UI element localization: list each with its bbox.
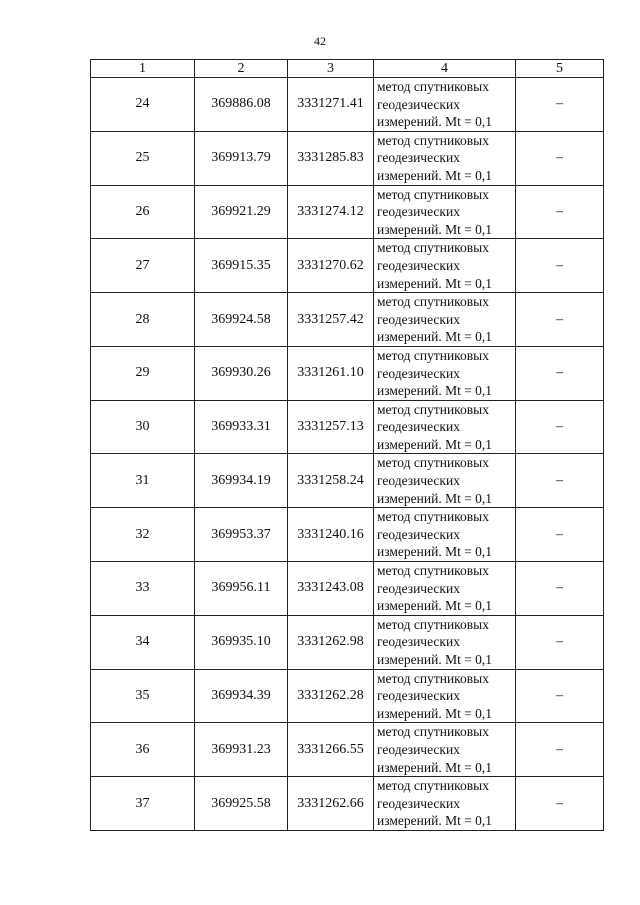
table-row [91,777,604,831]
method-line: геодезических [377,473,460,489]
method-line: геодезических [377,795,460,811]
coordinates-table [90,59,604,831]
method-cell [374,777,516,831]
method-line: геодезических [377,419,460,435]
table-row [91,400,604,454]
method-cell [374,508,516,562]
table-row [91,293,604,347]
x-coordinate-cell: 369930.26 [195,346,288,400]
method-line: метод спутниковых [377,294,489,310]
method-cell [374,293,516,347]
note-cell: – [516,346,604,400]
table-row [91,723,604,777]
note-cell: – [516,723,604,777]
method-line: метод спутниковых [377,778,489,794]
method-cell [374,239,516,293]
x-coordinate-cell: 369934.19 [195,454,288,508]
point-number-cell: 30 [91,400,195,454]
x-coordinate-cell: 369953.37 [195,508,288,562]
point-number-cell: 33 [91,562,195,616]
method-line: измерений. Mt = 0,1 [377,705,493,721]
point-number-cell: 24 [91,78,195,132]
method-cell [374,454,516,508]
method-line: измерений. Mt = 0,1 [377,167,493,183]
method-cell [374,723,516,777]
method-line: измерений. Mt = 0,1 [377,329,493,345]
method-cell [374,185,516,239]
y-coordinate-cell: 3331270.62 [288,239,374,293]
note-cell: – [516,78,604,132]
y-coordinate-cell: 3331240.16 [288,508,374,562]
note-cell: – [516,454,604,508]
table-row [91,185,604,239]
y-coordinate-cell: 3331262.66 [288,777,374,831]
method-line: метод спутниковых [377,240,489,256]
y-coordinate-cell: 3331262.28 [288,669,374,723]
note-cell: – [516,185,604,239]
method-line: метод спутниковых [377,455,489,471]
method-line: метод спутниковых [377,79,489,94]
point-number-cell: 35 [91,669,195,723]
page-number: 42 [314,34,326,48]
point-number-cell: 36 [91,723,195,777]
table-header-row [91,60,604,78]
note-cell: – [516,615,604,669]
y-coordinate-cell: 3331261.10 [288,346,374,400]
point-number-cell: 32 [91,508,195,562]
point-number-cell: 25 [91,131,195,185]
x-coordinate-cell: 369933.31 [195,400,288,454]
x-coordinate-cell: 369934.39 [195,669,288,723]
table-row [91,562,604,616]
method-line: метод спутниковых [377,670,489,686]
note-cell: – [516,777,604,831]
table-row [91,131,604,185]
method-line: геодезических [377,688,460,704]
method-line: геодезических [377,204,460,220]
note-cell: – [516,508,604,562]
method-line: геодезических [377,311,460,327]
y-coordinate-cell: 3331243.08 [288,562,374,616]
method-line: геодезических [377,580,460,596]
method-line: измерений. Mt = 0,1 [377,114,493,130]
method-line: метод спутниковых [377,509,489,525]
note-cell: – [516,131,604,185]
method-cell [374,78,516,132]
method-line: метод спутниковых [377,616,489,632]
method-line: измерений. Mt = 0,1 [377,436,493,452]
y-coordinate-cell: 3331274.12 [288,185,374,239]
method-line: метод спутниковых [377,401,489,417]
method-cell [374,131,516,185]
column-header: 3 [288,60,374,78]
note-cell: – [516,400,604,454]
point-number-cell: 27 [91,239,195,293]
table-row [91,508,604,562]
point-number-cell: 34 [91,615,195,669]
method-line: измерений. Mt = 0,1 [377,275,493,291]
method-line: измерений. Mt = 0,1 [377,544,493,560]
method-line: метод спутниковых [377,132,489,148]
x-coordinate-cell: 369921.29 [195,185,288,239]
method-line: геодезических [377,526,460,542]
method-cell [374,400,516,454]
method-line: метод спутниковых [377,724,489,740]
x-coordinate-cell: 369931.23 [195,723,288,777]
table-row [91,454,604,508]
point-number-cell: 37 [91,777,195,831]
method-line: измерений. Mt = 0,1 [377,383,493,399]
x-coordinate-cell: 369913.79 [195,131,288,185]
method-line: геодезических [377,365,460,381]
method-line: геодезических [377,150,460,166]
y-coordinate-cell: 3331258.24 [288,454,374,508]
table-row [91,669,604,723]
method-line: метод спутниковых [377,186,489,202]
table-row [91,346,604,400]
method-line: измерений. Mt = 0,1 [377,759,493,775]
y-coordinate-cell: 3331266.55 [288,723,374,777]
x-coordinate-cell: 369925.58 [195,777,288,831]
point-number-cell: 31 [91,454,195,508]
method-line: измерений. Mt = 0,1 [377,813,493,829]
method-cell [374,562,516,616]
x-coordinate-cell: 369924.58 [195,293,288,347]
y-coordinate-cell: 3331285.83 [288,131,374,185]
column-header: 1 [91,60,195,78]
table-row [91,239,604,293]
method-line: геодезических [377,634,460,650]
note-cell: – [516,669,604,723]
method-line: измерений. Mt = 0,1 [377,652,493,667]
method-line: геодезических [377,96,460,112]
method-line: измерений. Mt = 0,1 [377,490,493,506]
table-body [91,78,604,831]
table-row [91,615,604,669]
note-cell: – [516,239,604,293]
column-header: 5 [516,60,604,78]
method-line: метод спутниковых [377,347,489,363]
method-line: измерений. Mt = 0,1 [377,598,493,614]
y-coordinate-cell: 3331257.42 [288,293,374,347]
column-header: 2 [195,60,288,78]
point-number-cell: 29 [91,346,195,400]
note-cell: – [516,293,604,347]
x-coordinate-cell: 369935.10 [195,615,288,669]
note-cell: – [516,562,604,616]
method-line: геодезических [377,741,460,757]
method-cell [374,669,516,723]
method-cell [374,346,516,400]
x-coordinate-cell: 369886.08 [195,78,288,132]
x-coordinate-cell: 369956.11 [195,562,288,616]
y-coordinate-cell: 3331262.98 [288,615,374,669]
method-cell [374,615,516,669]
method-line: измерений. Mt = 0,1 [377,221,493,237]
column-header: 4 [374,60,516,78]
y-coordinate-cell: 3331271.41 [288,78,374,132]
method-line: геодезических [377,257,460,273]
table-row [91,78,604,132]
y-coordinate-cell: 3331257.13 [288,400,374,454]
x-coordinate-cell: 369915.35 [195,239,288,293]
point-number-cell: 28 [91,293,195,347]
method-line: метод спутниковых [377,563,489,579]
point-number-cell: 26 [91,185,195,239]
